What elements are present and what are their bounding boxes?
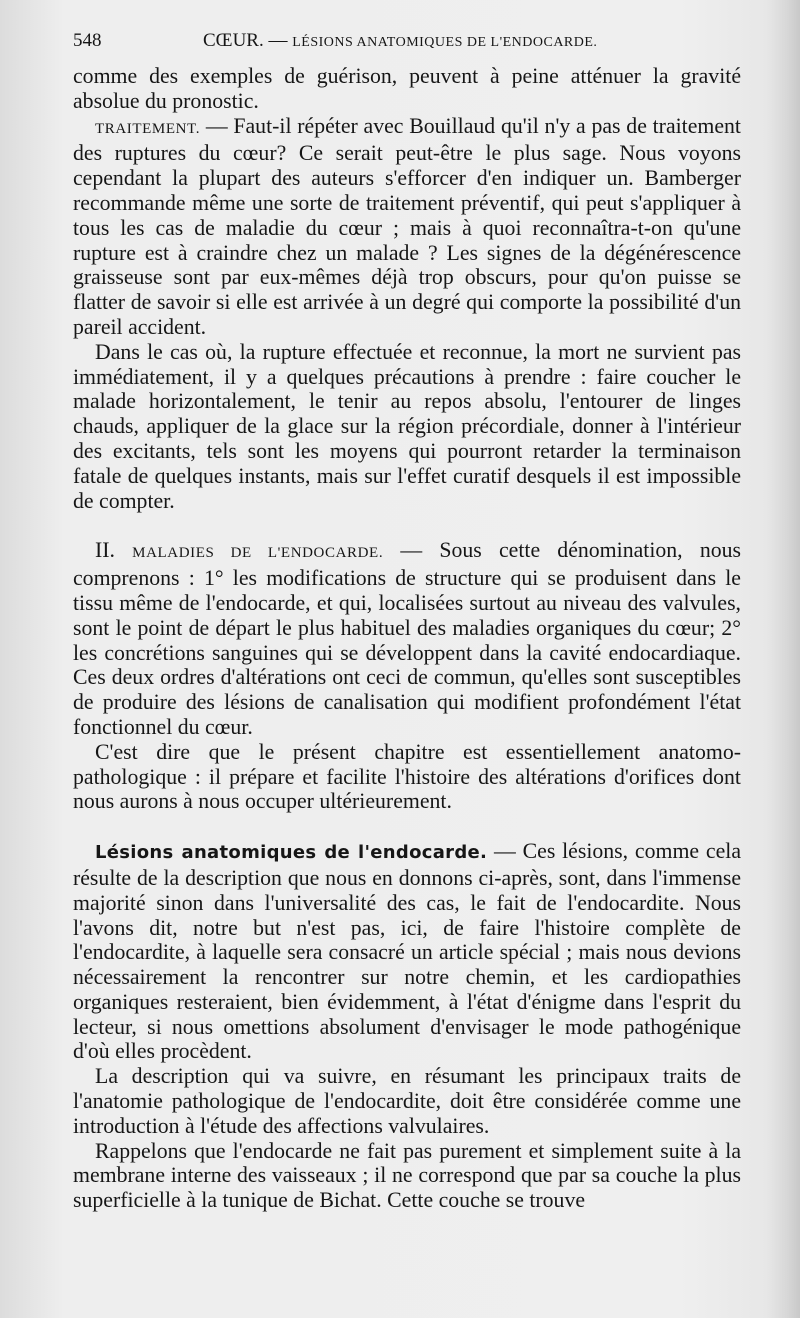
paragraph-maladies-endocarde: II. MALADIES DE L'ENDOCARDE. — Sous cette dénomination, nous comprenons : 1° les modifications de structure qui se produisent dans le tissu même de l'endocarde, et qui, localisées surtout au niveau des valvules, sont le point de départ le plus habituel des maladies organiques du cœur; 2° les concrétions sanguines qui se développent dans la cavité endocardiaque. Ces deux ordres d'altérations ont ceci de commun, qu'elles sont susceptibles de produire des lésions de canalisation qui modifient profondément l'état fonctionnel du cœur.	[73, 538, 741, 739]
running-head-subtitle: LÉSIONS ANATOMIQUES DE L'ENDOCARDE.	[292, 35, 598, 50]
section-heading-maladies: MALADIES DE L'ENDOCARDE.	[132, 545, 384, 562]
paragraph-lesions-anatomiques: Lésions anatomiques de l'endocarde. — Ces lésions, comme cela résulte de la description que nous en donnons ci-après, sont, dans l'immense majorité sinon dans l'universalité des cas, le fait de l'endocardite. Nous l'avons dit, notre but n'est pas, ici, de faire l'histoire complète de l'endocardite, à laquelle sera consacré un article spécial ; mais nous devions nécessairement la rencontrer sur notre chemin, et les cardiopathies organiques resteraient, bien évidemment, à l'état d'énigme dans l'esprit du lecteur, si nous omettions absolument d'envisager le mode pathogénique d'où elles procèdent.	[73, 839, 741, 1064]
running-head-dash: —	[268, 30, 288, 51]
paragraph-rappelons: Rappelons que l'endocarde ne fait pas purement et simplement suite à la membrane interne des vaisseaux ; il ne correspond que par sa couche la plus superficielle à la tunique de Bichat. Cette couche se trouve	[73, 1138, 741, 1213]
section-number: II.	[95, 538, 115, 563]
body-text	[73, 64, 741, 1213]
page-edge-shadow	[766, 0, 800, 1318]
paragraph-traitement: TRAITEMENT. — Faut-il répéter avec Bouillaud qu'il n'y a pas de traitement des ruptures du cœur? Ce serait peut-être le plus sage. Nous voyons cependant la plupart des auteurs s'efforcer d'en indiquer un. Bamberger recommande même une sorte de traitement préventif, qui peut s'appliquer à tous les cas de maladie du cœur ; mais à quoi reconnaîtra-t-on qu'une rupture est à craindre chez un malade ? Les signes de la dégénérescence graisseuse sont par eux-mêmes déjà trop obscurs, pour qu'on puisse se flatter de savoir si elle est arrivée à un degré qui comporte la possibilité d'un pareil accident.	[73, 113, 741, 339]
page-header	[73, 30, 741, 58]
paragraph-description: La description qui va suivre, en résumant les principaux traits de l'anatomie pathologique de l'endocardite, doit être considérée comme une introduction à l'étude des affections valvulaires.	[73, 1064, 741, 1138]
page-number: 548	[73, 30, 102, 51]
paragraph-rupture-care: Dans le cas où, la rupture effectuée et reconnue, la mort ne survient pas immédiatement, il y a quelques précautions à prendre : faire coucher le malade horizontalement, le tenir au repos absolu, l'entourer de linges chauds, appliquer de la glace sur la région précordiale, donner à l'intérieur des excitants, tels sont les moyens qui pourront retarder la terminaison fatale de quelques instants, mais sur l'effet curatif desquels il est impossible de compter.	[73, 339, 741, 513]
running-head	[203, 30, 597, 52]
running-head-main: CŒUR.	[203, 30, 264, 51]
paragraph-continuation: comme des exemples de guérison, peuvent à peine atténuer la gravité absolue du pronostic.	[73, 64, 741, 113]
section-heading-lesions: Lésions anatomiques de l'endocarde.	[95, 842, 488, 864]
paragraph-anatomo-pathologique: C'est dire que le présent chapitre est essentiellement anatomo-pathologique : il prépare et facilite l'histoire des altérations d'orifices dont nous aurons à nous occuper ultérieurement.	[73, 739, 741, 814]
section-lead-traitement: TRAITEMENT.	[95, 120, 201, 137]
